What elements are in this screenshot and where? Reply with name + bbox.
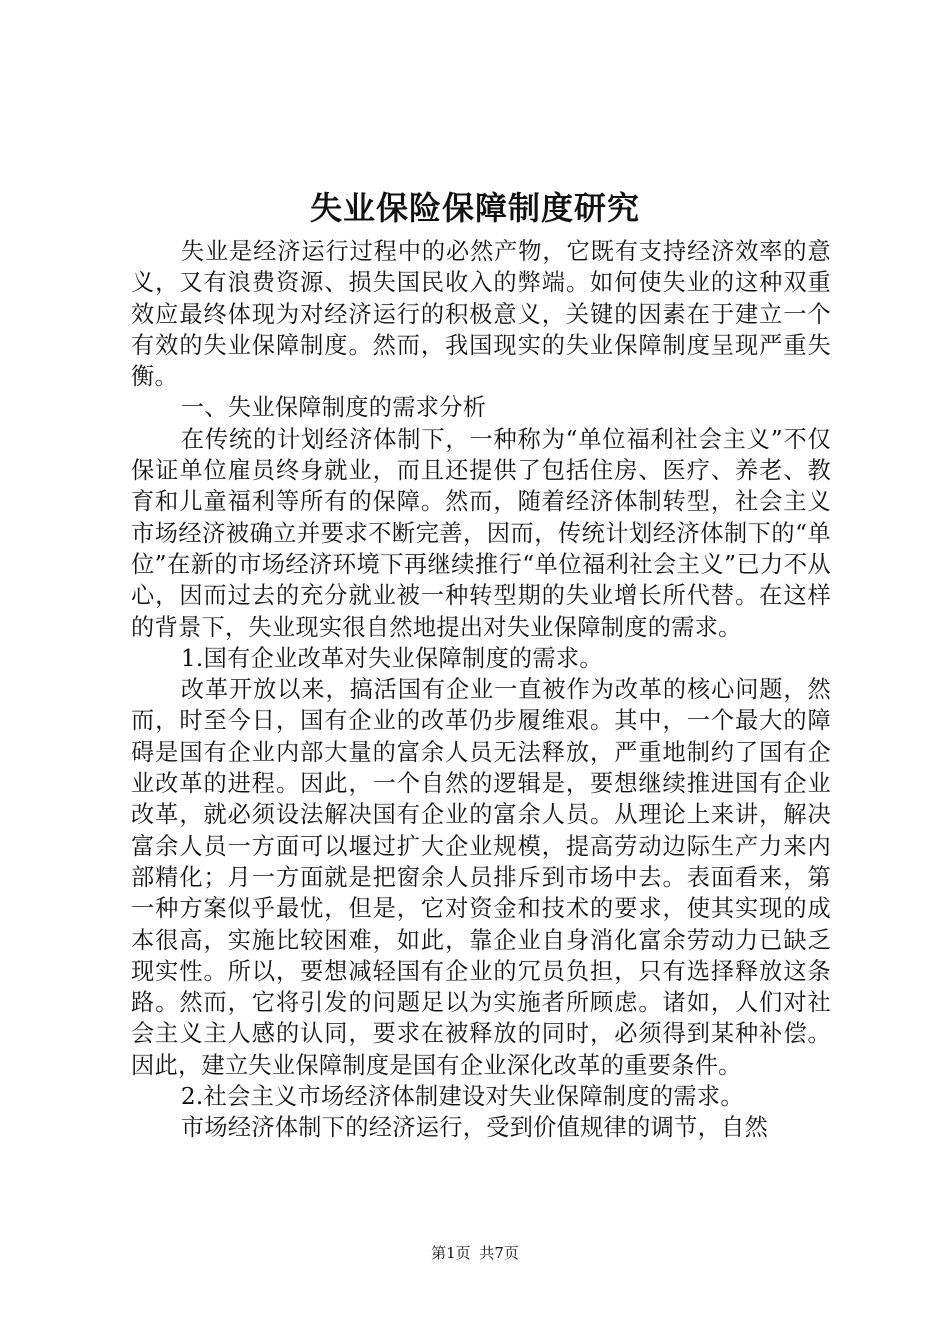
subheading-market-economy: 2.社会主义市场经济体制建设对失业保障制度的需求。 bbox=[180, 1083, 744, 1111]
subheading-soe-reform: 1.国有企业改革对失业保障制度的需求。 bbox=[180, 644, 603, 672]
section-heading-demand-analysis: 一、失业保障制度的需求分析 bbox=[180, 394, 487, 422]
paragraph-intro: 失业是经济运行过程中的必然产物，它既有支持经济效率的意义，又有浪费资源、损失国民收入的弊端。如何使失业的这种双重效应最终体现为对经济运行的积极意义，关键的因素在于建立一个有效的失业保障制度。然而，我国现实的失业保障制度呈现严重失衡。 bbox=[131, 238, 831, 391]
page-total: 共7页 bbox=[479, 1244, 519, 1262]
page-number: 第1页 bbox=[431, 1244, 471, 1262]
page-footer bbox=[0, 1242, 950, 1264]
paragraph-market-economy: 市场经济体制下的经济运行，受到价值规律的调节，自然 bbox=[180, 1114, 769, 1142]
document-title: 失业保险保障制度研究 bbox=[309, 189, 640, 227]
document-body bbox=[131, 236, 831, 1144]
paragraph-planned-economy: 在传统的计划经济体制下，一种称为“单位福利社会主义”不仅保证单位雇员终身就业，而且还提供了包括住房、医疗、养老、教育和儿童福利等所有的保障。然而，随着经济体制转型，社会主义市场经济被确立并要求不断完善，因而，传统计划经济体制下的“单位”在新的市场经济环境下再继续推行“单位福利社会主义”已力不从心，因而过去的充分就业被一种转型期的失业增长所代替。在这样的背景下，失业现实很自然地提出对失业保障制度的需求。 bbox=[131, 425, 831, 641]
paragraph-soe-reform: 改革开放以来，搞活国有企业一直被作为改革的核心问题，然而，时至今日，国有企业的改革仍步履维艰。其中，一个最大的障碍是国有企业内部大量的富余人员无法释放，严重地制约了国有企业改革的进程。因此，一个自然的逻辑是，要想继续推进国有企业改革，就必须设法解决国有企业的富余人员。从理论上来讲，解决富余人员一方面可以堰过扩大企业规模，提高劳动边际生产力来内部精化；月一方面就是把窗余人员排斥到市场中去。表面看来，第一种方案似乎最忧，但是，它对资金和技术的要求，使其实现的成本很高，实施比较困难，如此，靠企业自身消化富余劳动力已缺乏现实性。所以，要想减轻国有企业的冗员负担，只有选择释放这条路。然而，它将引发的问题足以为实施者所顾虑。诸如，人们对社会主义主人感的认同，要求在被释放的同时，必须得到某种补偿。因此，建立失业保障制度是国有企业深化改革的重要条件。 bbox=[131, 676, 831, 1079]
